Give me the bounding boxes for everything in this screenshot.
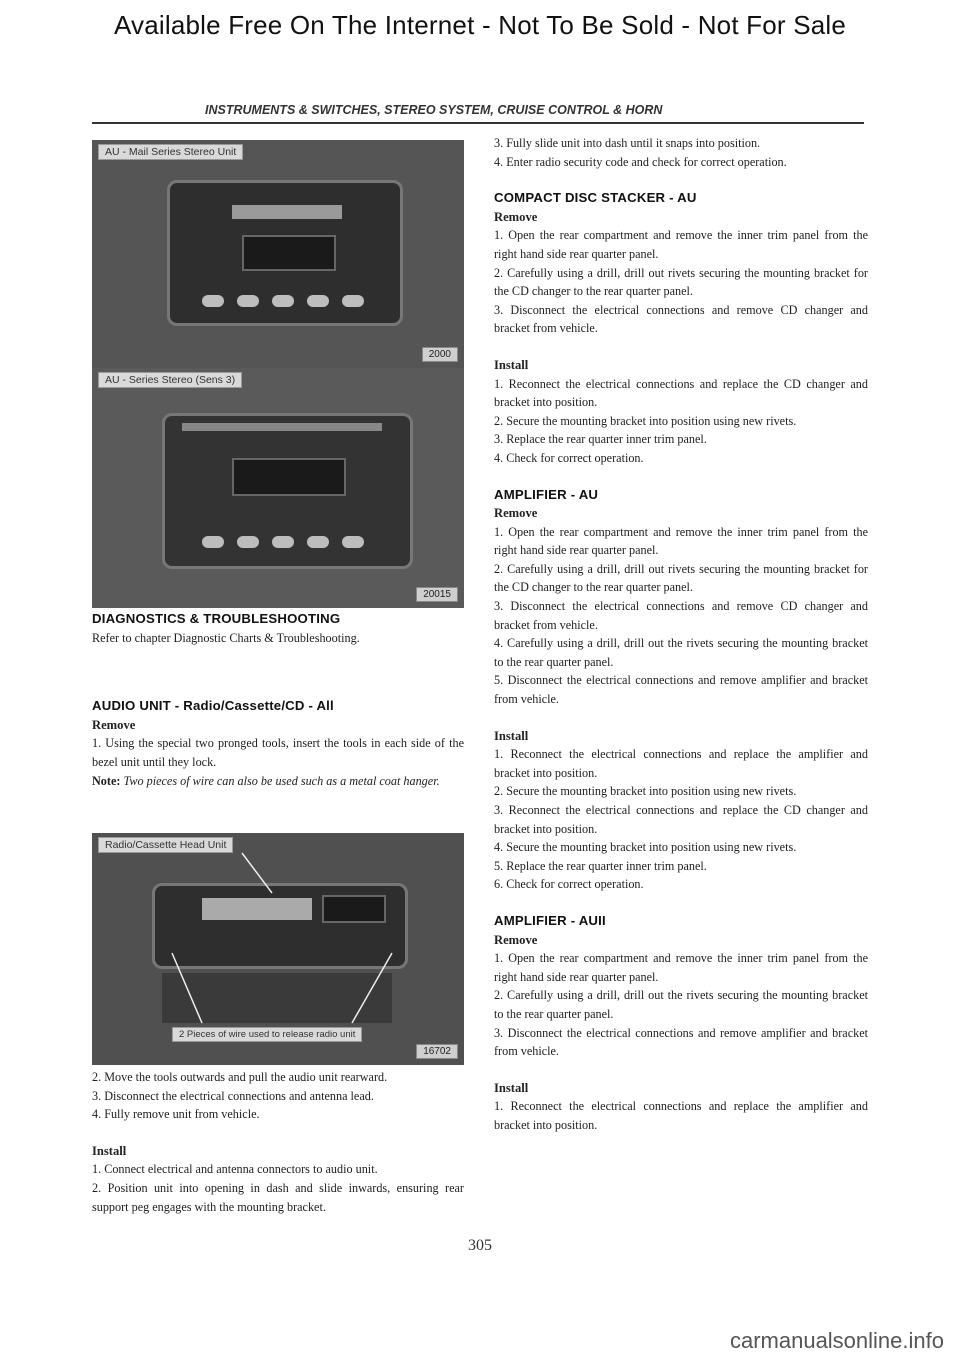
amp-remove-step-2: 2. Carefully using a drill, drill out rivets securing the mounting bracket for the CD changer to the rear quarter panel. (494, 561, 868, 595)
remove-label: Remove (92, 717, 136, 732)
left-column-lower (92, 1068, 464, 1216)
amp2-remove-step-2: 2. Carefully using a drill, drill out the rivets securing the mounting bracket to the rear quarter panel. (494, 988, 868, 1021)
cd-install-label: Install (494, 357, 529, 372)
amp-install-label: Install (494, 728, 529, 743)
amp-install-step-4: 4. Secure the mounting bracket into position using new rivets. (494, 840, 797, 855)
amp-remove-step-1: 1. Open the rear compartment and remove the inner trim panel from the right hand side rear quarter panel. (494, 524, 868, 558)
amp-remove-step-5: 5. Disconnect the electrical connections and remove amplifier and bracket from vehicle. (494, 673, 868, 707)
diagnostics-heading: DIAGNOSTICS & TROUBLESHOOTING (92, 611, 341, 626)
figure-callout: 2 Pieces of wire used to release radio unit (172, 1027, 362, 1042)
cd-remove-step-2: 2. Carefully using a drill, drill out rivets securing the mounting bracket for the CD changer to the rear quarter panel. (494, 265, 868, 299)
spacer (494, 171, 868, 189)
spacer (494, 894, 868, 912)
remove-step-1: 1. Using the special two pronged tools, insert the tools in each side of the bezel unit until they lock. (92, 736, 464, 769)
cd-install-step-3: 3. Replace the rear quarter inner trim panel. (494, 432, 707, 447)
amp-install-step-3: 3. Reconnect the electrical connections and replace the CD changer and bracket into position. (494, 803, 868, 836)
amp-remove-step-3: 3. Disconnect the electrical connections and remove CD changer and bracket from vehicle. (494, 599, 868, 632)
amp-remove-step-4: 4. Carefully using a drill, drill out the rivets securing the mounting bracket to the rear quarter panel. (494, 636, 868, 669)
audio-unit-heading: AUDIO UNIT - Radio/Cassette/CD - All (92, 698, 334, 714)
stereo-unit-photo-1 (92, 140, 464, 368)
spacer (494, 1061, 868, 1079)
preset-button (272, 295, 294, 307)
header-rule (92, 122, 864, 124)
spacer (92, 1124, 464, 1142)
amp-install-step-6: 6. Check for correct operation. (494, 877, 644, 892)
amp-install-step-5: 5. Replace the rear quarter inner trim panel. (494, 858, 707, 873)
page-number: 305 (468, 1237, 492, 1254)
diagnostics-text: Refer to chapter Diagnostic Charts & Troubleshooting. (92, 630, 360, 645)
remove-step-2: 2. Move the tools outwards and pull the audio unit rearward. (92, 1070, 388, 1084)
spacer (494, 338, 868, 356)
preset-button (272, 536, 294, 548)
radio-cassette-photo (92, 833, 464, 1065)
note (92, 772, 464, 791)
remove-step-3: 3. Disconnect the electrical connections and antenna lead. (92, 1088, 374, 1103)
install-step-1: 1. Connect electrical and antenna connectors to audio unit. (92, 1162, 378, 1177)
preset-button (202, 536, 224, 548)
spacer (92, 647, 464, 697)
preset-button (202, 295, 224, 307)
radio-display (232, 458, 346, 496)
cd-remove-step-1: 1. Open the rear compartment and remove the inner trim panel from the right hand side rear quarter panel. (494, 228, 868, 261)
site-watermark: carmanualsonline.info (729, 1328, 944, 1353)
audio-install-step-4: 4. Enter radio security code and check for correct operation. (494, 154, 787, 169)
availability-banner: Available Free On The Internet - Not To Be Sold - Not For Sale (113, 10, 847, 40)
figure-tag: 16702 (416, 1044, 458, 1059)
preset-button (237, 295, 259, 307)
spacer (494, 709, 868, 727)
amp-remove-label: Remove (494, 506, 538, 521)
cd-slot (182, 423, 382, 431)
cd-stacker-heading: COMPACT DISC STACKER - AU (494, 190, 697, 206)
amplifier-au-heading: AMPLIFIER - AU (494, 486, 599, 502)
cd-install-step-4: 4. Check for correct operation. (494, 450, 644, 465)
cd-install-step-2: 2. Secure the mounting bracket into position using new rivets. (494, 413, 797, 428)
figure-tag: 2000 (422, 347, 458, 362)
figure-caption: AU - Mail Series Stereo Unit (98, 144, 243, 160)
spacer (494, 468, 868, 486)
cassette-slot (232, 205, 342, 219)
preset-button (237, 536, 259, 548)
preset-button (307, 536, 329, 548)
remove-step-4: 4. Fully remove unit from vehicle. (92, 1107, 260, 1122)
audio-install-step-3: 3. Fully slide unit into dash until it snaps into position. (494, 136, 761, 150)
amplifier-auii-heading: AMPLIFIER - AUII (494, 912, 606, 928)
radio-display (242, 235, 336, 271)
stereo-unit-photo-2 (92, 368, 464, 608)
amp2-remove-step-1: 1. Open the rear compartment and remove the inner trim panel from the right hand side rear quarter panel. (494, 951, 868, 984)
install-step-2: 2. Position unit into opening in dash and slide inwards, ensuring rear support peg engages with the mounting bracket. (92, 1180, 464, 1214)
amp2-install-label: Install (494, 1080, 529, 1095)
amp2-remove-label: Remove (494, 932, 538, 947)
cd-install-step-1: 1. Reconnect the electrical connections and replace the CD changer and bracket into position. (494, 376, 868, 410)
amp-install-step-1: 1. Reconnect the electrical connections and replace the amplifier and bracket into position. (494, 747, 868, 780)
preset-button (342, 536, 364, 548)
running-head: INSTRUMENTS & SWITCHES, STEREO SYSTEM, CRUISE CONTROL & HORN (205, 103, 663, 117)
cd-remove-step-3: 3. Disconnect the electrical connections and remove CD changer and bracket from vehicle. (494, 302, 868, 336)
install-label: Install (92, 1143, 127, 1158)
amp2-install-step-1: 1. Reconnect the electrical connections and replace the amplifier and bracket into position. (494, 1099, 868, 1132)
figure-caption: AU - Series Stereo (Sens 3) (98, 372, 242, 388)
right-column (494, 134, 868, 1135)
amp-install-step-2: 2. Secure the mounting bracket into position using new rivets. (494, 784, 797, 799)
left-column-upper (92, 610, 464, 790)
preset-button (342, 295, 364, 307)
note-label: Note: (92, 773, 121, 788)
cd-remove-label: Remove (494, 209, 538, 224)
figure-tag: 20015 (416, 587, 458, 602)
amp2-remove-step-3: 3. Disconnect the electrical connections and remove amplifier and bracket from vehicle. (494, 1025, 868, 1059)
preset-button (307, 295, 329, 307)
figure-caption: Radio/Cassette Head Unit (98, 837, 233, 853)
note-text: Two pieces of wire can also be used such as a metal coat hanger. (123, 773, 440, 788)
